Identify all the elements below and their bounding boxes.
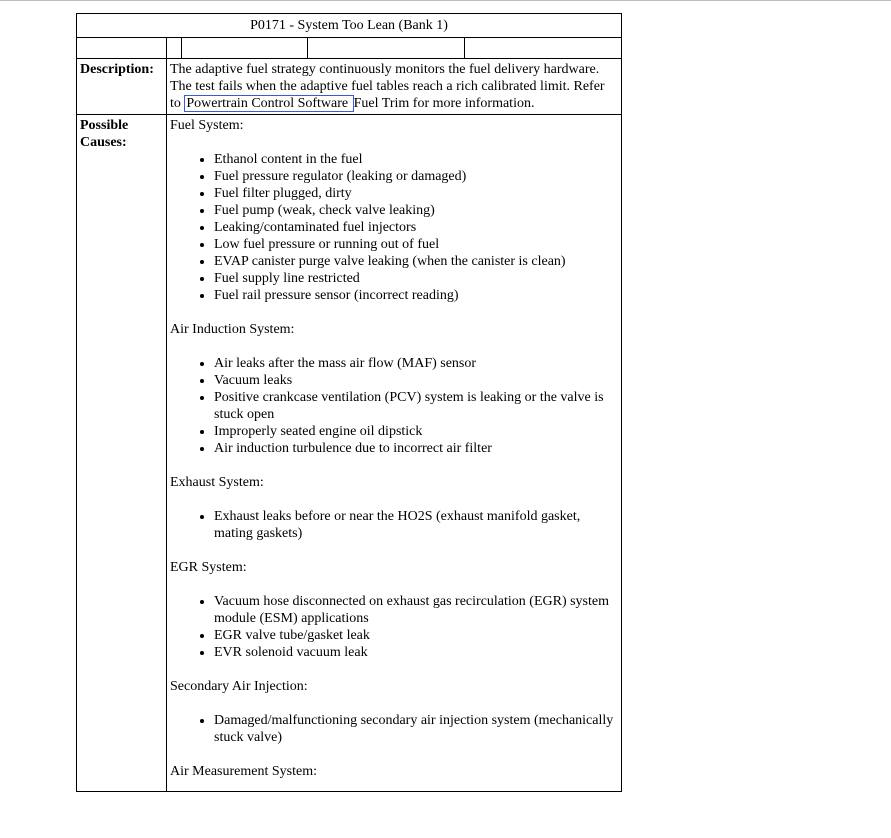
cause-item: • EVR solenoid vacuum leak (214, 644, 617, 661)
cause-item: • Air leaks after the mass air flow (MAF) sensor (214, 355, 617, 372)
cause-item: • Low fuel pressure or running out of fuel (214, 236, 617, 253)
cause-item: • Fuel filter plugged, dirty (214, 185, 617, 202)
description-text (170, 61, 617, 112)
cause-item: • EGR valve tube/gasket leak (214, 627, 617, 644)
cause-item: • Exhaust leaks before or near the HO2S (exhaust manifold gasket, mating gaskets) (214, 508, 617, 542)
empty-cell (465, 38, 622, 59)
cause-item: • Positive crankcase ventilation (PCV) system is leaking or the valve is stuck open (214, 389, 617, 423)
powertrain-control-software-link[interactable]: Powertrain Control Software (186, 96, 352, 111)
page-top-rule (0, 0, 891, 1)
cause-item: • Fuel pressure regulator (leaking or damaged) (214, 168, 617, 185)
empty-cell (167, 38, 182, 59)
description-label: Description: (77, 59, 167, 115)
description-row (77, 59, 622, 115)
empty-cell (308, 38, 465, 59)
possible-causes-content (167, 115, 622, 792)
cause-item: • Vacuum hose disconnected on exhaust gas recirculation (EGR) system module (ESM) applications (214, 593, 617, 627)
cause-section-heading: Exhaust System: (170, 475, 264, 490)
cause-item: • EVAP canister purge valve leaking (when the canister is clean) (214, 253, 617, 270)
cause-item: • Vacuum leaks (214, 372, 617, 389)
cause-bullet-list (170, 593, 617, 661)
cause-section-heading: Air Measurement System: (170, 764, 317, 779)
title-row (77, 14, 622, 38)
causes-list (170, 117, 617, 780)
cause-bullet-list (170, 151, 617, 304)
cause-bullet-list (170, 508, 617, 542)
empty-cell (182, 38, 308, 59)
cause-section-heading: EGR System: (170, 560, 247, 575)
cause-item: • Leaking/contaminated fuel injectors (214, 219, 617, 236)
cause-section-heading: Secondary Air Injection: (170, 679, 308, 694)
description-text-part: The adaptive fuel strategy continuously monitors the fuel delivery hardware. The test fails when the adaptive fuel tables reach a rich calibrated limit. Refer to (170, 62, 605, 111)
cause-item: • Fuel pump (weak, check valve leaking) (214, 202, 617, 219)
cause-section-heading: Air Induction System: (170, 322, 295, 337)
cause-item: • Fuel rail pressure sensor (incorrect reading) (214, 287, 617, 304)
cause-item: • Fuel supply line restricted (214, 270, 617, 287)
cause-item: • Improperly seated engine oil dipstick (214, 423, 617, 440)
dtc-table (76, 13, 622, 792)
description-content (167, 59, 622, 115)
cause-item: • Ethanol content in the fuel (214, 151, 617, 168)
empty-row (77, 38, 622, 59)
cause-item: • Damaged/malfunctioning secondary air injection system (mechanically stuck valve) (214, 712, 617, 746)
dtc-title: P0171 - System Too Lean (Bank 1) (77, 14, 622, 38)
empty-cell (77, 38, 167, 59)
cause-bullet-list (170, 712, 617, 746)
possible-causes-row (77, 115, 622, 792)
cause-item: • Air induction turbulence due to incorrect air filter (214, 440, 617, 457)
description-text-part: Fuel Trim for more information. (353, 96, 535, 111)
possible-causes-label: Possible Causes: (77, 115, 167, 792)
cause-section-heading: Fuel System: (170, 118, 244, 133)
cause-bullet-list (170, 355, 617, 457)
